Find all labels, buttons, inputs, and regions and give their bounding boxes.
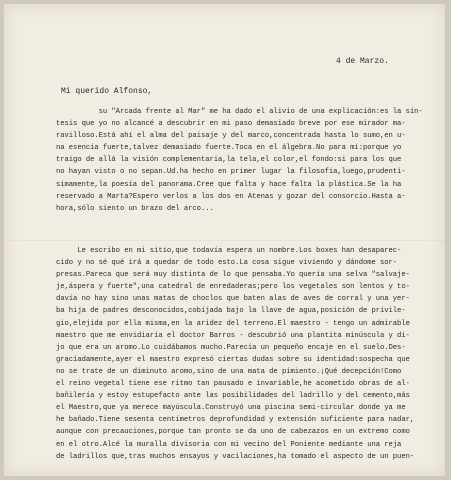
text-line: cido y no sé qué irá a quedar de todo esto.La cosa sigue viviendo y dándome sor-	[56, 259, 398, 268]
text-line: presas.Pareca que será muy distinta de lo que pensaba.Yo quería una selva "salvaje-	[56, 271, 410, 280]
text-line: no hayan visto o no sepan.Ud.ha hecho en primer lugar la filosofía,luego,prudentí-	[56, 168, 406, 177]
letter-page	[4, 4, 445, 476]
text-line: na esencia fuerte,talvez demasiado fuerte.Toca en el álgebra.No para mí:porque yo	[56, 144, 402, 153]
text-line: bañilería y estoy estupefacto ante las posibilidades del ladrillo y del cemento,más	[56, 392, 410, 401]
text-line: el Maestro,que ya merece mayúscula.Construyó una piscina semi-circular donde ya me	[56, 404, 406, 413]
text-line: no se trate de un diminuto aromo,sino de una mata de pimiento.¡Qué decepción!Como	[56, 367, 402, 376]
text-line: ba hija de padres desconocidos,cobijada bajo la llave de agua,posición de privile-	[56, 307, 406, 316]
text-line: en el otro.Alcé la muralla divisoria con mi vecino del Poniente mediante una reja	[56, 440, 402, 449]
text-line: maestro que me envidiaría el doctor Barros - descubrió una plantita minúscula y di-	[56, 331, 410, 340]
text-line: ravilloso.Está ahí el alma del paisaje y del marco,concentrada hasta lo sumo,en u-	[56, 132, 406, 141]
text-line: he bañado.Tiene sesenta centímetros deprofundidad y extensión suficiente para nadar,	[56, 416, 415, 425]
letter-salutation: Mi querido Alfonso,	[61, 87, 153, 96]
text-line: traigo de allá la visión complementaria,la tela,el color,el fondo:si para los que	[56, 156, 402, 165]
text-line: jo que era un aromo.Lo cuidábamos mucho.Parecía un pequeño encaje en el suelo.Des-	[56, 343, 406, 352]
text-line: tesis que yo no alcancé a descubrir en mi paso demasiado breve por ese mirador ma-	[56, 120, 406, 129]
letter-paragraph-2	[56, 245, 444, 463]
text-line: reservado a Marta?Espero verlos a los dos en Atenas y gozar del consorcio.Hasta a-	[56, 192, 406, 201]
letter-date: 4 de Marzo.	[336, 57, 389, 66]
text-line: aunque con precauciones,porque tan pronto se da uno de cabezazos en un extremo como	[56, 428, 410, 437]
text-line: graciadamente,ayer el maestro expresó ciertas dudas sobre su identidad:sospecha que	[56, 355, 410, 364]
text-line: je,áspera y fuerte",una catedral de enredaderas;pero los vegetales son lentos y to-	[56, 283, 410, 292]
letter-paragraph-1	[56, 106, 444, 215]
text-line: simamente,la poesía del panorama.Cree que falta y hace falta la plástica.Se la ha	[56, 180, 402, 189]
text-line: Le escribo en mi sitio,que todavía espera un nombre.Los boxes han desaparec-	[56, 247, 402, 255]
text-line: su "Arcada frente al Mar" me ha dado el alivio de una explicación:es la sín-	[56, 108, 423, 116]
paper-fold-line	[4, 240, 445, 241]
text-line: davía no hay sino unas matas de choclos que baten alas de aves de corral y una yer-	[56, 295, 410, 304]
text-line: gio,elejida por ella misma,en la aridez del terreno.El maestro - tengo un admirable	[56, 319, 410, 328]
text-line: de ladrillos que,tras muchos ensayos y vacilaciones,ha tomado el aspecto de un puen-	[56, 452, 415, 461]
text-line: hora,sólo siento un brazo del arco...	[56, 204, 214, 213]
text-line: el reino vegetal tiene ese ritmo tan pausado e invariable,he acometido obras de al-	[56, 380, 410, 389]
